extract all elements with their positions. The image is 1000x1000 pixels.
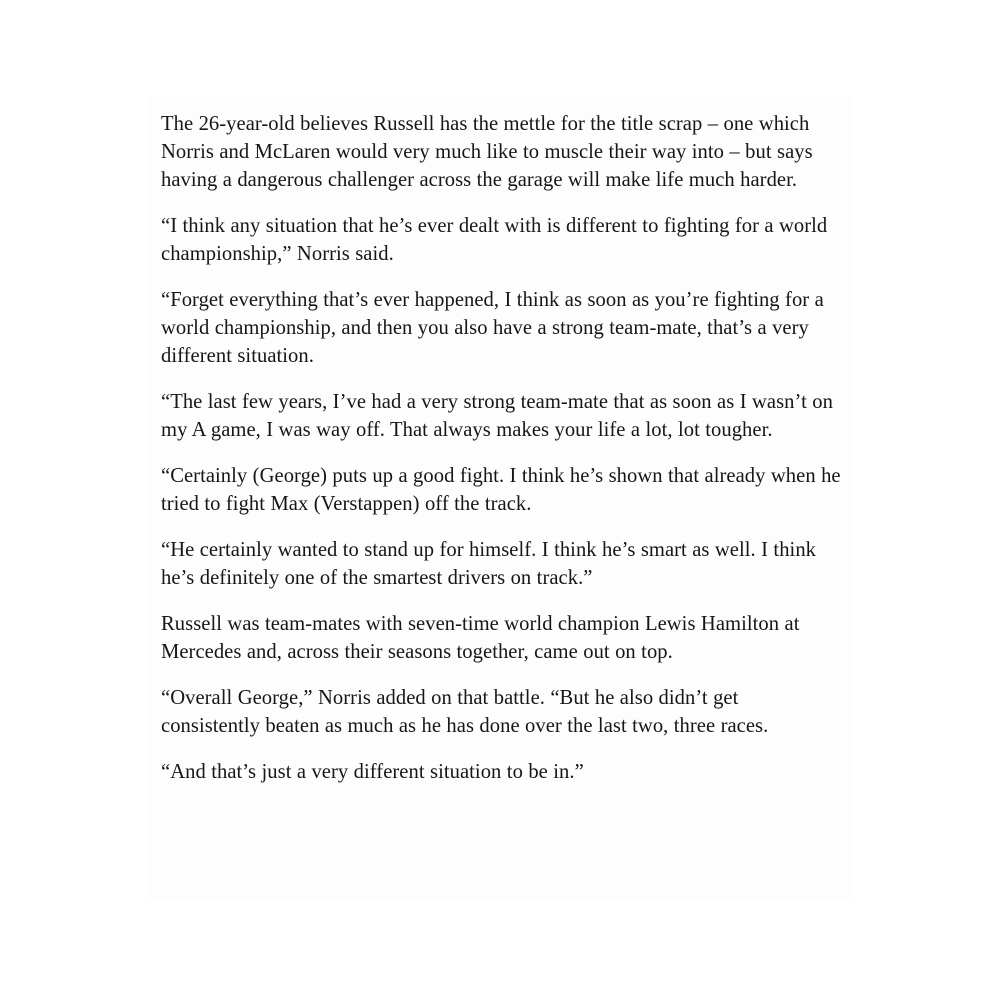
article-body [161, 110, 841, 786]
paragraph-quote-closing: “And that’s just a very different situation to be in.” [161, 761, 584, 783]
paragraph-quote-forget: “Forget everything that’s ever happened, I think as soon as you’re fighting for a world championship, and then you also have a strong team-mate, that’s a very different situation. [161, 289, 824, 367]
paragraph-quote-last-few-years: “The last few years, I’ve had a very strong team-mate that as soon as I wasn’t on my A game, I was way off. That always makes your life a lot, lot tougher. [161, 391, 833, 441]
article-card [150, 96, 850, 902]
paragraph-quote-smart: “He certainly wanted to stand up for himself. I think he’s smart as well. I think he’s definitely one of the smartest drivers on track.” [161, 539, 817, 589]
paragraph-quote-certainly: “Certainly (George) puts up a good fight. I think he’s shown that already when he tried to fight Max (Verstappen) off the track. [161, 465, 841, 515]
paragraph-intro: The 26-year-old believes Russell has the mettle for the title scrap – one which Norris and McLaren would very much like to muscle their way into – but says having a dangerous challenger across the garage will make life much harder. [161, 113, 813, 191]
paragraph-hamilton: Russell was team-mates with seven-time world champion Lewis Hamilton at Mercedes and, across their seasons together, came out on top. [161, 613, 800, 663]
paragraph-quote-situation: “I think any situation that he’s ever dealt with is different to fighting for a world championship,” Norris said. [161, 215, 828, 265]
paragraph-quote-overall: “Overall George,” Norris added on that battle. “But he also didn’t get consistently beaten as much as he has done over the last two, three races. [161, 687, 769, 737]
